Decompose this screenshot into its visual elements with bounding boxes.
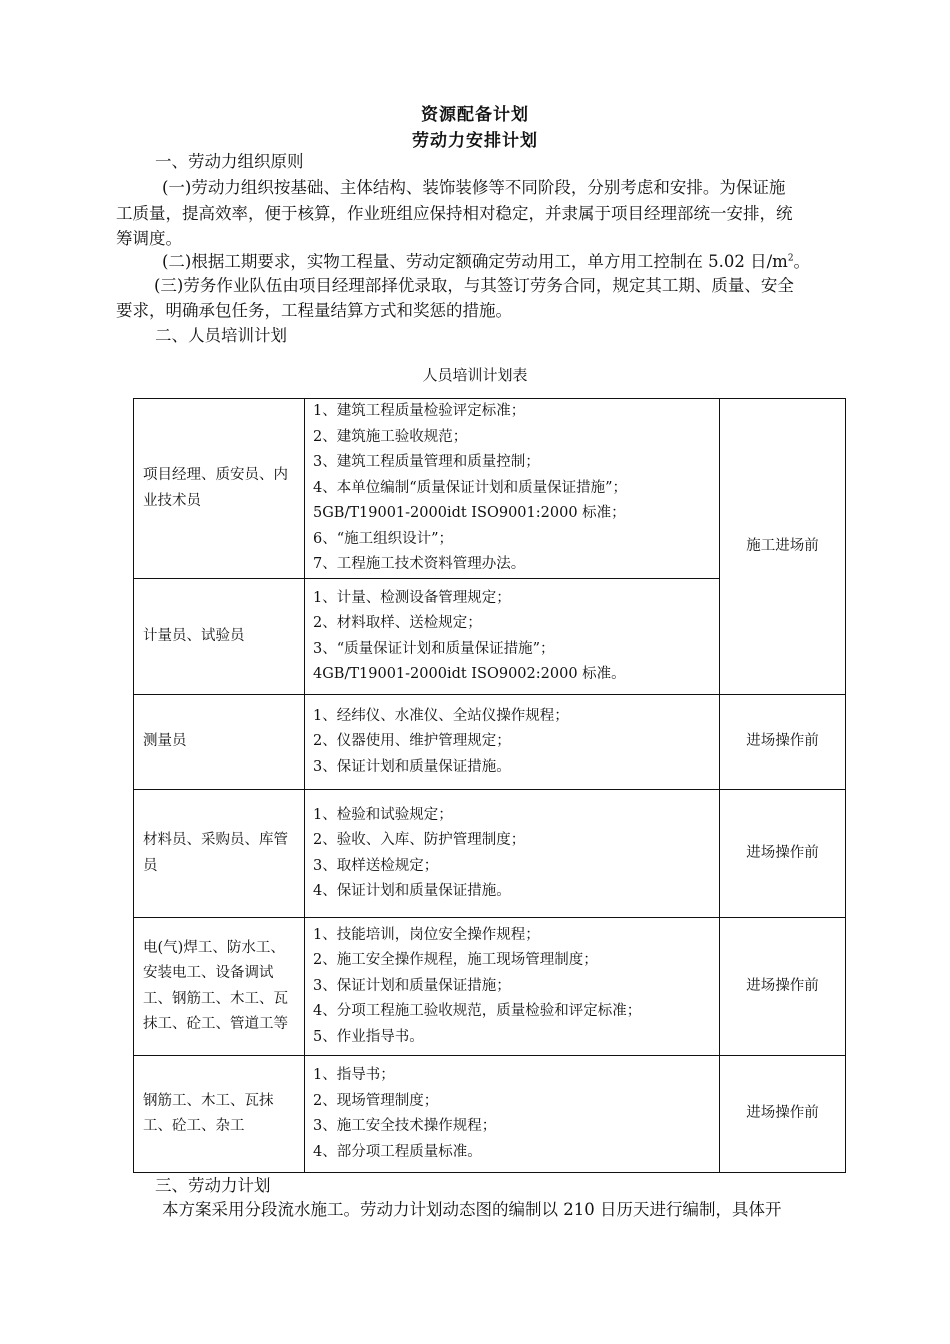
list-item: 1、指导书； — [313, 1067, 395, 1083]
para3-line2: 要求，明确承包任务，工程量结算方式和奖惩的措施。 — [116, 301, 512, 320]
list-item: 3、建筑工程质量管理和质量控制； — [313, 454, 540, 471]
para2-superscript: 2 — [787, 253, 794, 264]
para1-line3: 筹调度。 — [116, 229, 182, 248]
role-cell: 计量员、试验员 — [134, 579, 305, 695]
content-cell — [305, 1056, 720, 1173]
list-item: 2、施工安全操作规程，施工现场管理制度； — [313, 952, 598, 969]
list-item: 1、经纬仪、水准仪、全站仪操作规程； — [313, 707, 569, 724]
para1-line2: 工质量，提高效率，便于核算，作业班组应保持相对稳定，并隶属于项目经理部统一安排，统 — [116, 204, 793, 223]
list-item: 6、“施工组织设计”； — [313, 530, 454, 547]
list-item: 1、计量、检测设备管理规定； — [313, 589, 511, 606]
role-cell: 项目经理、质安员、内业技术员 — [134, 399, 305, 579]
content-cell — [305, 579, 720, 695]
list-item: 3、保证计划和质量保证措施； — [313, 977, 511, 994]
list-item: 2、验收、入库、防护管理制度； — [313, 832, 526, 848]
list-item: 7、工程施工技术资料管理办法。 — [313, 556, 526, 573]
para2-end: 。 — [793, 252, 811, 271]
list-item: 4、分项工程施工验收规范，质量检验和评定标准； — [313, 1003, 642, 1020]
list-item: 2、建筑施工验收规范； — [313, 428, 468, 445]
list-item: 3、施工安全技术操作规程； — [313, 1118, 497, 1134]
role-cell: 测量员 — [134, 695, 305, 790]
para1-line1: (一)劳动力组织按基础、主体结构、装饰装修等不同阶段，分别考虑和安排。为保证施 — [162, 178, 786, 197]
list-item: 1、建筑工程质量检验评定标准； — [313, 403, 526, 420]
list-item: 4、保证计划和质量保证措施。 — [313, 883, 511, 899]
list-item: 5、作业指导书。 — [313, 1028, 424, 1045]
role-cell: 材料员、采购员、库管员 — [134, 790, 305, 918]
content-cell — [305, 399, 720, 579]
para2 — [162, 249, 810, 275]
table-row — [134, 1056, 846, 1173]
list-item: 2、现场管理制度； — [313, 1092, 439, 1109]
time-cell-merged: 施工进场前 — [720, 399, 846, 695]
role-cell: 电(气)焊工、防水工、安装电工、设备调试工、钢筋工、木工、瓦抹工、砼工、管道工等 — [134, 918, 305, 1056]
content-cell — [305, 695, 720, 790]
time-cell: 进场操作前 — [720, 1056, 846, 1173]
list-item: 3、保证计划和质量保证措施。 — [313, 758, 511, 775]
list-item: 4、部分项工程质量标准。 — [313, 1143, 482, 1160]
list-item: 2、仪器使用、维护管理规定； — [313, 733, 511, 750]
list-item: 1、技能培训，岗位安全操作规程； — [313, 926, 540, 943]
section3-heading: 三、劳动力计划 — [155, 1176, 271, 1195]
list-item: 1、检验和试验规定； — [313, 806, 453, 823]
training-plan-table — [133, 398, 846, 1173]
table-row — [134, 918, 846, 1056]
section2-heading: 二、人员培训计划 — [155, 326, 287, 345]
table-row — [134, 399, 846, 579]
time-cell: 进场操作前 — [720, 790, 846, 918]
sub-title: 劳动力安排计划 — [412, 131, 538, 151]
role-cell: 钢筋工、木工、瓦抹工、砼工、杂工 — [134, 1056, 305, 1173]
list-item: 4GB/T19001-2000idt ISO9002:2000 标准。 — [313, 666, 626, 682]
time-cell: 进场操作前 — [720, 918, 846, 1056]
section1-heading: 一、劳动力组织原则 — [155, 152, 304, 171]
para2-text: (二)根据工期要求，实物工程量、劳动定额确定劳动用工，单方用工控制在 5.02 日/m — [162, 252, 788, 271]
list-item: 2、材料取样、送检规定； — [313, 615, 482, 631]
list-item: 4、本单位编制“质量保证计划和质量保证措施”； — [313, 479, 628, 496]
section3-para-line1: 本方案采用分段流水施工。劳动力计划动态图的编制以 210 日历天进行编制，具体开 — [162, 1200, 782, 1219]
para3-line1: (三)劳务作业队伍由项目经理部择优录取，与其签订劳务合同，规定其工期、质量、安全 — [154, 276, 794, 295]
table-row — [134, 695, 846, 790]
list-item: 5GB/T19001-2000idt ISO9001:2000 标准； — [313, 505, 626, 522]
table-caption: 人员培训计划表 — [422, 366, 528, 384]
main-title: 资源配备计划 — [421, 105, 529, 125]
list-item: 3、取样送检规定； — [313, 857, 439, 874]
list-item: 3、“质量保证计划和质量保证措施”； — [313, 640, 555, 657]
table-row — [134, 790, 846, 918]
time-cell: 进场操作前 — [720, 695, 846, 790]
content-cell — [305, 918, 720, 1056]
content-cell — [305, 790, 720, 918]
